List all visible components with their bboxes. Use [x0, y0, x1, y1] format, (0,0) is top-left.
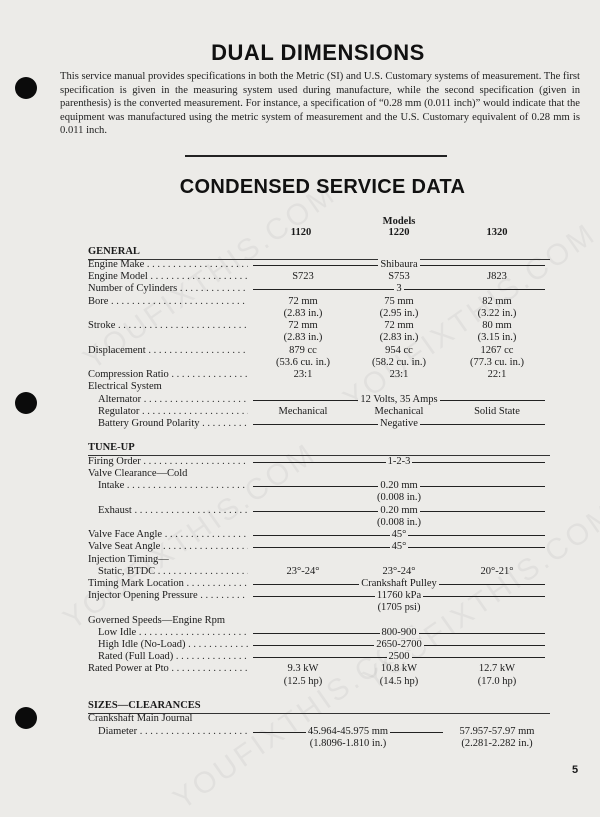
cell-value: 1-2-3 — [387, 456, 411, 467]
span-value — [253, 726, 443, 738]
cell-value: Negative — [380, 418, 418, 429]
section-heading: GENERAL — [88, 246, 140, 257]
cell-value: 879 cc — [289, 345, 317, 356]
cell-value: Crankshaft Pulley — [361, 578, 437, 589]
row-label: Displacement . . . — [88, 345, 248, 357]
cell-value: (3.15 in.) — [477, 332, 517, 343]
row-label: Low Idle . . . — [98, 627, 248, 639]
cell-value: Shibaura — [380, 259, 418, 270]
cell-value: (0.008 in.) — [376, 517, 422, 528]
cell-value: 954 cc — [385, 345, 413, 356]
span-value — [253, 480, 545, 492]
cell-value: Mechanical — [374, 406, 424, 417]
binder-hole — [15, 77, 37, 99]
cell-value: 72 mm — [288, 296, 318, 307]
row-label: Engine Make . . . — [88, 259, 248, 271]
row-label: Engine Model . . . — [88, 271, 248, 283]
cell-value: (2.281-2.282 in.) — [461, 738, 533, 749]
cell-value: 23°-24° — [286, 566, 320, 577]
row-label: Number of Cylinders . . . — [88, 283, 248, 295]
row-label: Battery Ground Polarity . . . — [98, 418, 248, 430]
cell-value: 0.20 mm — [380, 480, 418, 491]
models-label: Models — [382, 216, 416, 227]
binder-hole — [15, 392, 37, 414]
row-label: Governed Speeds—Engine Rpm — [88, 615, 226, 626]
row-label: Compression Ratio . . . — [88, 369, 248, 381]
cell-value: 23:1 — [389, 369, 409, 380]
cell-value: 75 mm — [384, 296, 414, 307]
row-label: Stroke . . . — [88, 320, 248, 332]
span-value — [253, 456, 545, 468]
cell-value: 23:1 — [293, 369, 313, 380]
row-label: Intake . . . — [98, 480, 248, 492]
cell-value: (53.6 cu. in.) — [276, 357, 330, 368]
cell-value: 10.8 kW — [380, 663, 418, 674]
cell-value: (2.83 in.) — [379, 332, 419, 343]
cell-value: 0.20 mm — [380, 505, 418, 516]
row-label: Alternator . . . — [98, 394, 248, 406]
row-label: Crankshaft Main Journal — [88, 713, 193, 724]
row-label: Injector Opening Pressure . . . — [88, 590, 248, 602]
cell-value: (0.008 in.) — [376, 492, 422, 503]
row-label: Valve Seat Angle . . . — [88, 541, 248, 553]
cell-value: (58.2 cu. in.) — [372, 357, 426, 368]
span-value — [253, 259, 545, 271]
cell-value: J823 — [487, 271, 507, 282]
binder-hole — [15, 707, 37, 729]
cell-value: 23°-24° — [382, 566, 416, 577]
cell-value: 12.7 kW — [478, 663, 516, 674]
span-value — [253, 418, 545, 430]
span-value — [253, 590, 545, 602]
cell-value: 45.964-45.975 mm — [307, 726, 389, 737]
cell-value: 12 Volts, 35 Amps — [360, 394, 438, 405]
span-value — [253, 529, 545, 541]
divider — [185, 155, 447, 157]
cell-value: (12.5 hp) — [283, 676, 323, 687]
cell-value: 11760 kPa — [376, 590, 422, 601]
cell-value: (3.22 in.) — [477, 308, 517, 319]
section-heading: TUNE-UP — [88, 442, 135, 453]
row-label: Static, BTDC . . . — [98, 566, 248, 578]
span-value — [253, 541, 545, 553]
span-value — [253, 639, 545, 651]
cell-value: 20°-21° — [480, 566, 514, 577]
cell-value: (2.83 in.) — [283, 332, 323, 343]
row-label: Rated Power at Pto . . . — [88, 663, 248, 675]
cell-value: (2.83 in.) — [283, 308, 323, 319]
row-label: Valve Clearance—Cold — [88, 468, 188, 479]
row-label: Firing Order . . . — [88, 456, 248, 468]
cell-value: 82 mm — [482, 296, 512, 307]
row-label: Injection Timing— — [88, 554, 169, 565]
model-header: 1320 — [486, 227, 508, 238]
cell-value: Mechanical — [278, 406, 328, 417]
cell-value: 22:1 — [487, 369, 507, 380]
intro-paragraph: This service manual provides specifications in both the Metric (SI) and U.S. Customary systems of measurement. The first specification is given in the measuring system used during manufacture, while the second specification (given in parenthesis) is the converted measurement. For instance, a specification of “0.28 mm (0.011 inch)” would indicate that the equipment was manufactured using the metric system of measurement and the U.S. Customary equivalent of 0.28 mm is 0.011 inch. — [60, 71, 580, 137]
cell-value: Solid State — [474, 406, 520, 417]
row-label: Timing Mark Location . . . — [88, 578, 248, 590]
cell-value: 80 mm — [482, 320, 512, 331]
span-value — [253, 505, 545, 517]
row-label: Diameter . . . — [98, 726, 248, 738]
cell-value: 57.957-57.97 mm — [459, 726, 535, 737]
row-label: Electrical System — [88, 381, 162, 392]
span-value — [253, 651, 545, 663]
span-value — [253, 283, 545, 295]
row-label: Regulator . . . — [98, 406, 248, 418]
row-label: Bore . . . — [88, 296, 248, 308]
cell-value: 1267 cc — [480, 345, 514, 356]
cell-value: 72 mm — [288, 320, 318, 331]
row-label: Valve Face Angle . . . — [88, 529, 248, 541]
row-label: High Idle (No-Load) . . . — [98, 639, 248, 651]
cell-value: S753 — [388, 271, 410, 282]
cell-value: (1.8096-1.810 in.) — [309, 738, 387, 749]
cell-value: 800-900 — [381, 627, 417, 638]
cell-value: 45° — [391, 529, 407, 540]
row-label: Rated (Full Load) . . . — [98, 651, 248, 663]
page-title: DUAL DIMENSIONS — [211, 40, 425, 65]
cell-value: (2.95 in.) — [379, 308, 419, 319]
cell-value: (17.0 hp) — [477, 676, 517, 687]
model-header: 1120 — [290, 227, 312, 238]
row-label: Exhaust . . . — [98, 505, 248, 517]
cell-value: 3 — [396, 283, 402, 294]
cell-value: (1705 psi) — [377, 602, 421, 613]
cell-value: 2650-2700 — [376, 639, 422, 650]
cell-value: 45° — [391, 541, 407, 552]
model-header: 1220 — [388, 227, 410, 238]
cell-value: (14.5 hp) — [379, 676, 419, 687]
cell-value: S723 — [292, 271, 314, 282]
cell-value: 9.3 kW — [287, 663, 319, 674]
span-value — [253, 627, 545, 639]
section-heading: SIZES—CLEARANCES — [88, 700, 201, 711]
section-title: CONDENSED SERVICE DATA — [179, 176, 466, 198]
page-number: 5 — [572, 764, 579, 776]
cell-value: 72 mm — [384, 320, 414, 331]
span-value — [253, 578, 545, 590]
cell-value: (77.3 cu. in.) — [470, 357, 524, 368]
cell-value: 2500 — [388, 651, 410, 662]
span-value — [253, 394, 545, 406]
